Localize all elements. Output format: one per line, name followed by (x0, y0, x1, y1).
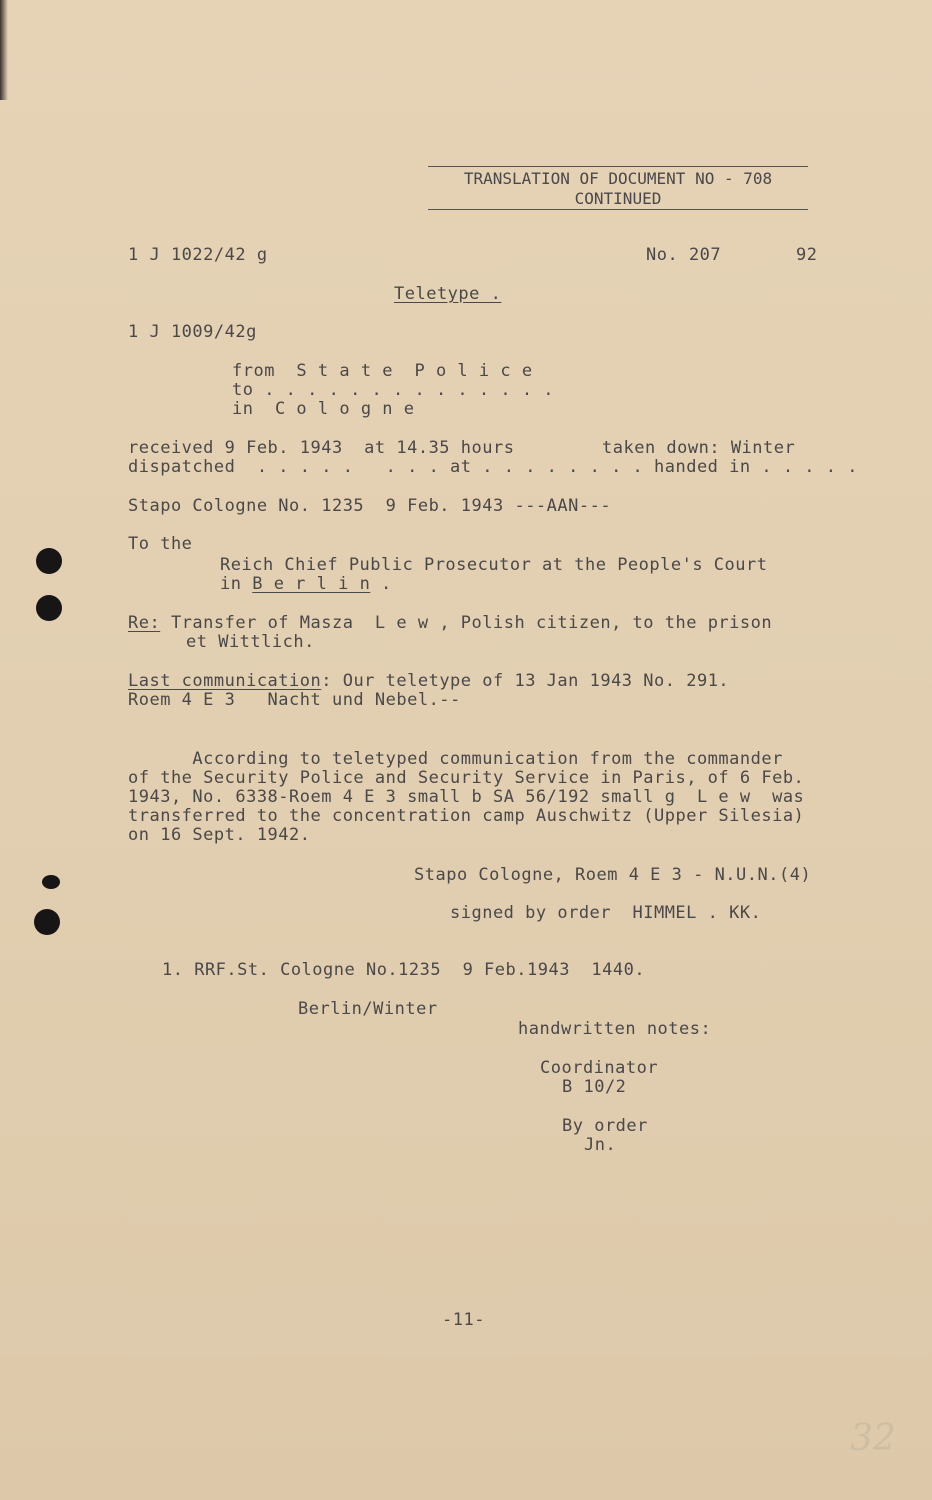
by-order: By order (562, 1116, 648, 1136)
subject-line-2: et Wittlich. (186, 632, 315, 652)
city-name: B e r l i n (252, 574, 371, 594)
document-header (428, 166, 808, 210)
last-communication-text: : Our teletype of 13 Jan 1943 No. 291. (321, 671, 730, 691)
received-line: received 9 Feb. 1943 at 14.35 hours (128, 438, 515, 458)
last-communication-label: Last communication (128, 671, 322, 691)
body-line: on 16 Sept. 1942. (128, 825, 311, 845)
routing-in: in C o l o g n e (232, 399, 415, 419)
page-number-top: 92 (796, 245, 818, 265)
to-the: To the (128, 534, 193, 554)
reference-number: 1 J 1022/42 g (128, 245, 268, 265)
coordinator: Coordinator (540, 1058, 659, 1078)
routing-to: to . . . . . . . . . . . . . . (232, 380, 555, 400)
teletype-label: Teletype . (394, 284, 502, 304)
handwritten-label: handwritten notes: (518, 1019, 712, 1039)
addressee-city (220, 575, 392, 594)
punch-hole-icon (36, 595, 62, 621)
pencil-page-mark: 32 (850, 1418, 896, 1459)
subject-line (128, 614, 772, 633)
berlin-winter: Berlin/Winter (298, 999, 438, 1019)
body-line: of the Security Police and Security Service in Paris, of 6 Feb. (128, 768, 805, 788)
initials: Jn. (584, 1135, 617, 1155)
addressee-suffix: . (370, 574, 392, 594)
paper-edge-shadow (0, 0, 8, 100)
closing-stapo: Stapo Cologne, Roem 4 E 3 - N.U.N.(4) (414, 865, 812, 885)
last-communication (128, 672, 729, 691)
punch-hole-icon (34, 909, 60, 935)
page-number: -11- (442, 1310, 485, 1330)
punch-hole-icon (42, 875, 60, 889)
body-line: transferred to the concentration camp Auschwitz (Upper Silesia) (128, 806, 805, 826)
punch-hole-icon (36, 548, 62, 574)
addressee-line: Reich Chief Public Prosecutor at the People's Court (220, 555, 768, 575)
last-communication-ref: Roem 4 E 3 Nacht und Nebel.-- (128, 690, 461, 710)
addressee-prefix: in (220, 574, 253, 594)
routing-from: from S t a t e P o l i c e (232, 361, 533, 381)
signature-line: signed by order HIMMEL . KK. (450, 903, 762, 923)
stapo-line: Stapo Cologne No. 1235 9 Feb. 1943 ---AAN--- (128, 496, 612, 516)
coordinator-ref: B 10/2 (562, 1077, 627, 1097)
subject-label: Re: (128, 613, 161, 633)
footer-reference: 1. RRF.St. Cologne No.1235 9 Feb.1943 1440. (162, 960, 646, 980)
header-subtitle: CONTINUED (574, 189, 662, 208)
taken-down: taken down: Winter (602, 438, 796, 458)
dispatched-line: dispatched . . . . . . . . at . . . . . . . . handed in . . . . . (128, 457, 858, 477)
body-line: According to teletyped communication from the commander (128, 749, 783, 769)
document-number: No. 207 (646, 245, 722, 265)
body-line: 1943, No. 6338-Roem 4 E 3 small b SA 56/192 small g L e w was (128, 787, 805, 807)
reference-number-2: 1 J 1009/42g (128, 322, 257, 342)
header-title: TRANSLATION OF DOCUMENT NO - 708 (463, 169, 773, 188)
subject-text: Transfer of Masza L e w , Polish citizen, to the prison (160, 613, 773, 633)
